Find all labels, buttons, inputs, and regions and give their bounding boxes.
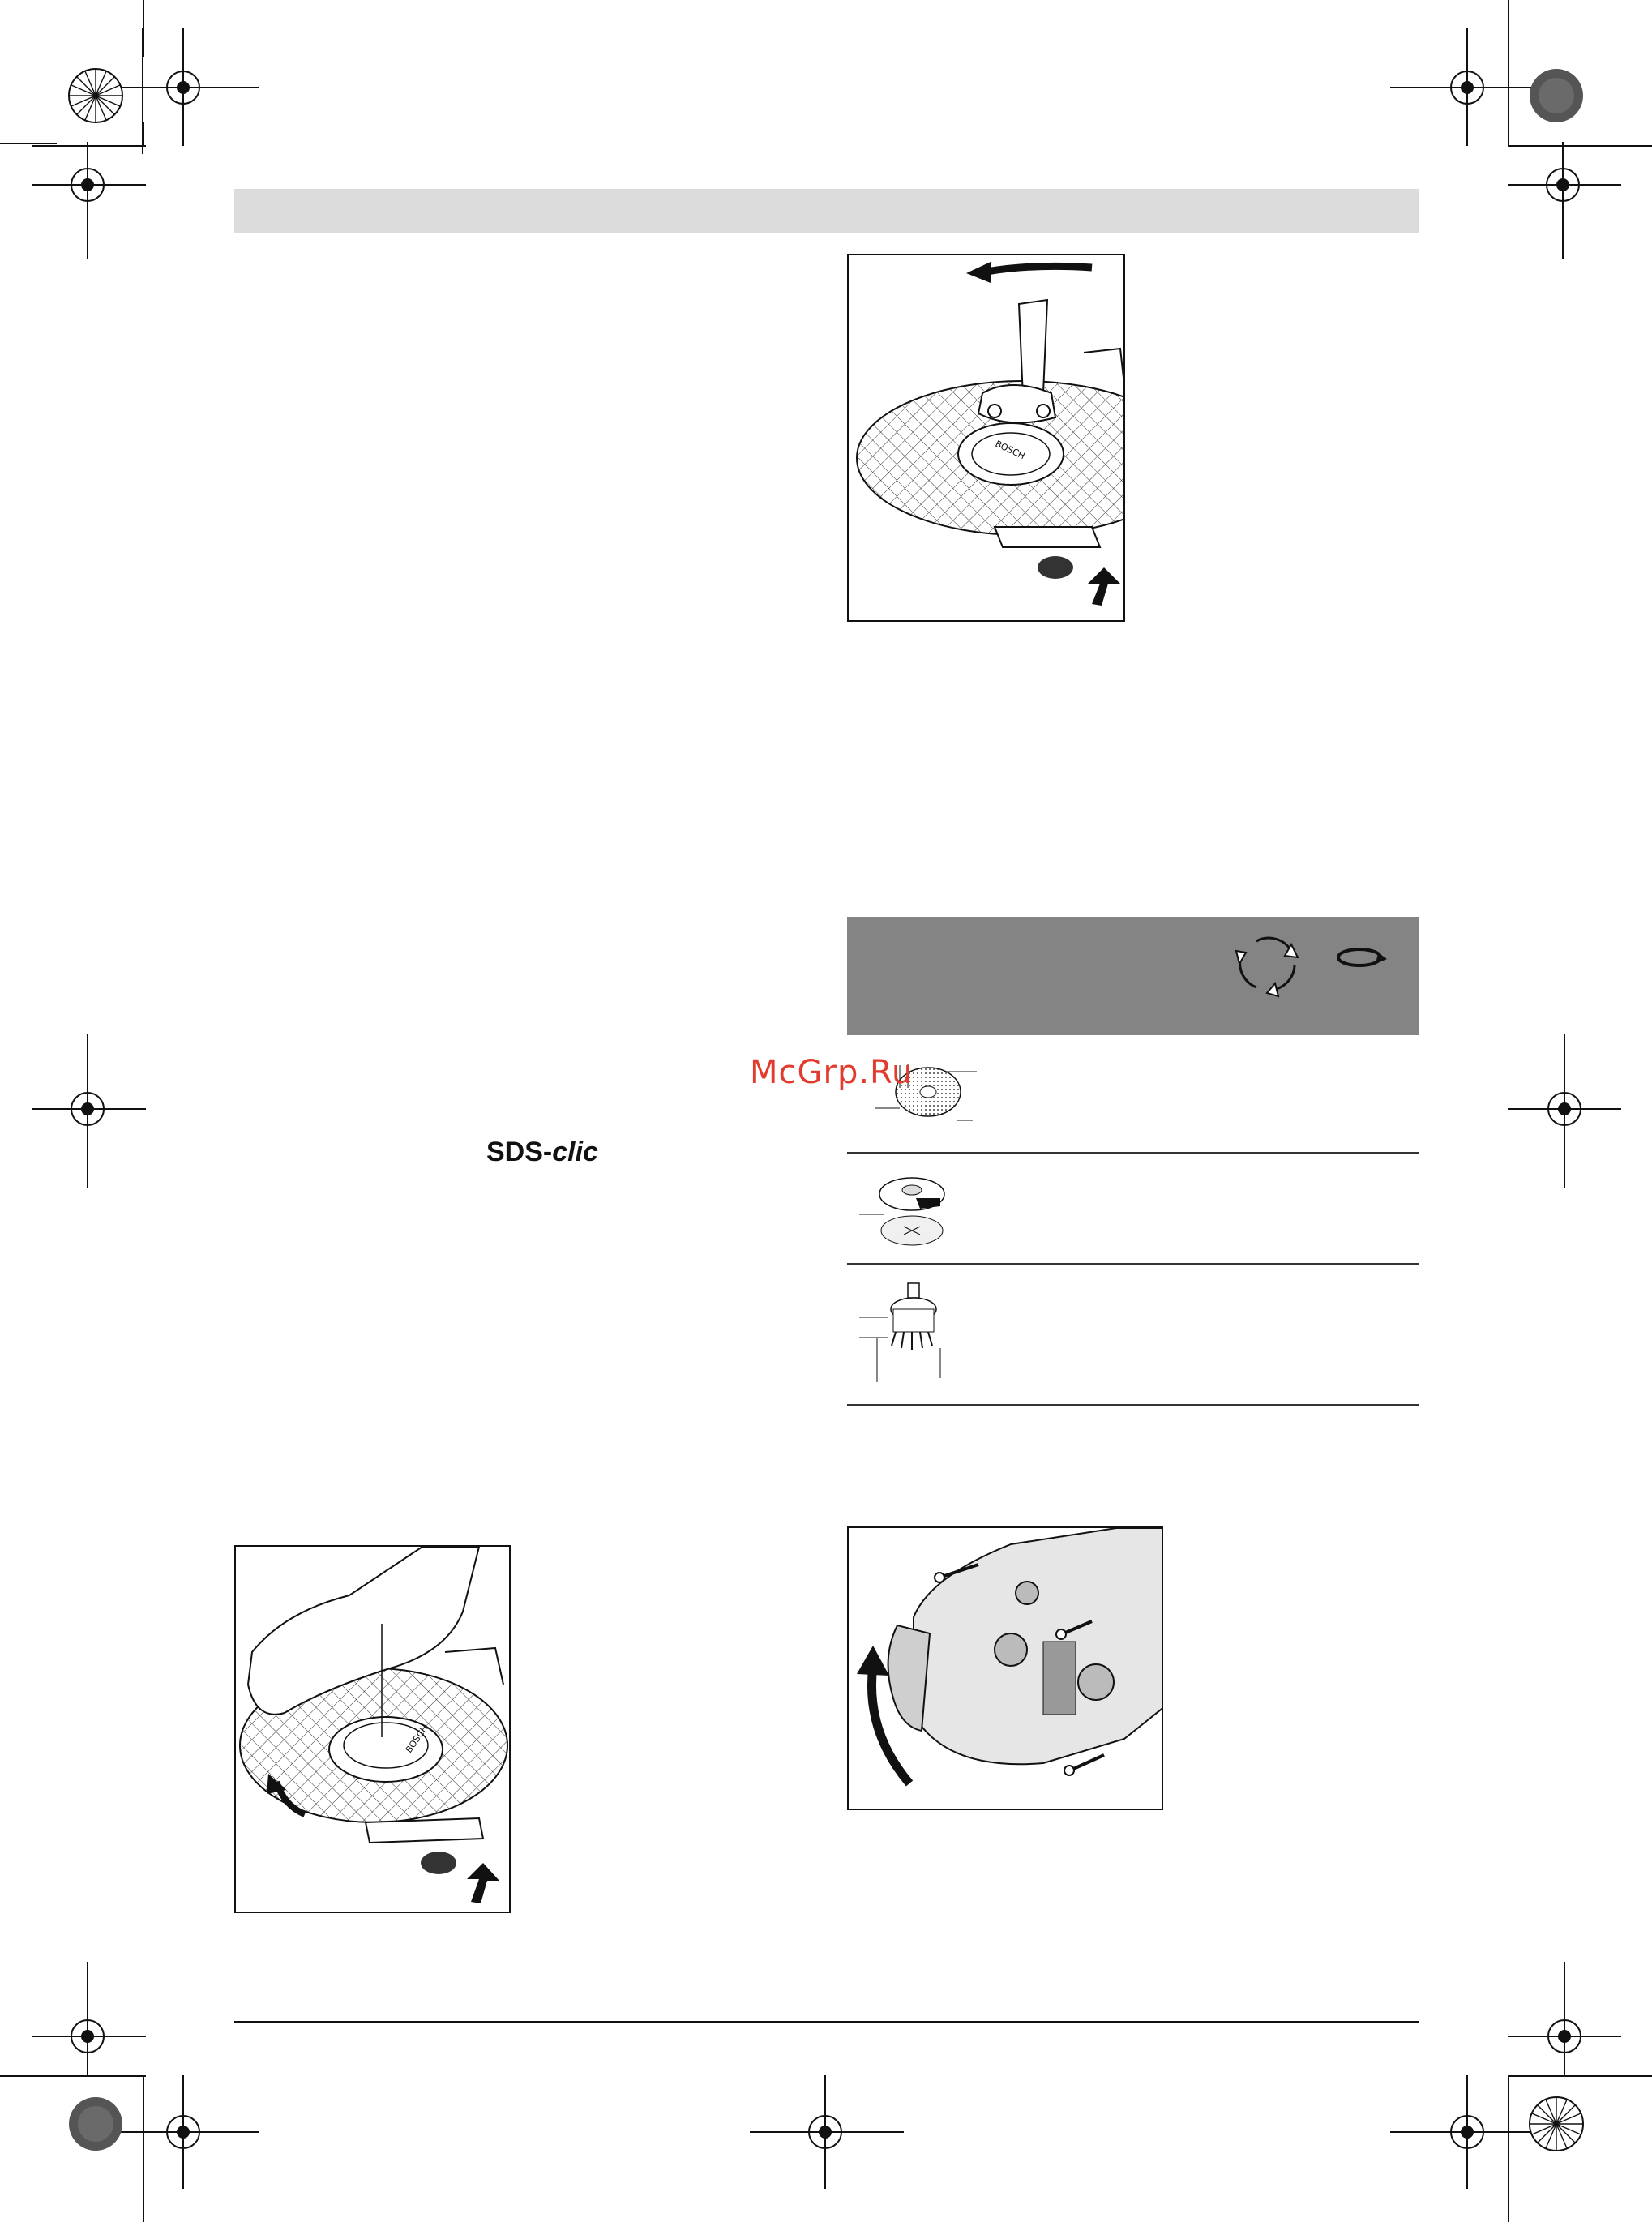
table-header [847, 917, 1419, 1035]
header-band [234, 189, 1419, 233]
screw-icon [1064, 1755, 1104, 1775]
table-row [847, 1265, 1419, 1406]
clic-logo-text: clic [552, 1137, 598, 1167]
watermark-text: McGrp.Ru [750, 1054, 914, 1091]
brand-text: BOSCH [403, 1723, 430, 1755]
sds-logo-text: SDS- [486, 1137, 553, 1167]
sanding-disc-icon [859, 1162, 989, 1259]
sds-clic-logo [486, 1137, 598, 1168]
table-row [847, 1043, 1419, 1154]
cup-brush-icon [859, 1277, 989, 1390]
footer-rule [234, 2021, 1419, 2023]
figure-hand-nut [234, 1545, 511, 1913]
rotation-arrow-icon [1333, 941, 1390, 982]
figure-gear-head [847, 1526, 1163, 1810]
recycle-rotation-icon [1228, 927, 1309, 1000]
table-row [847, 1154, 1419, 1265]
figure-wrench-nut [847, 254, 1125, 622]
brand-text: BOSCH [993, 438, 1027, 462]
